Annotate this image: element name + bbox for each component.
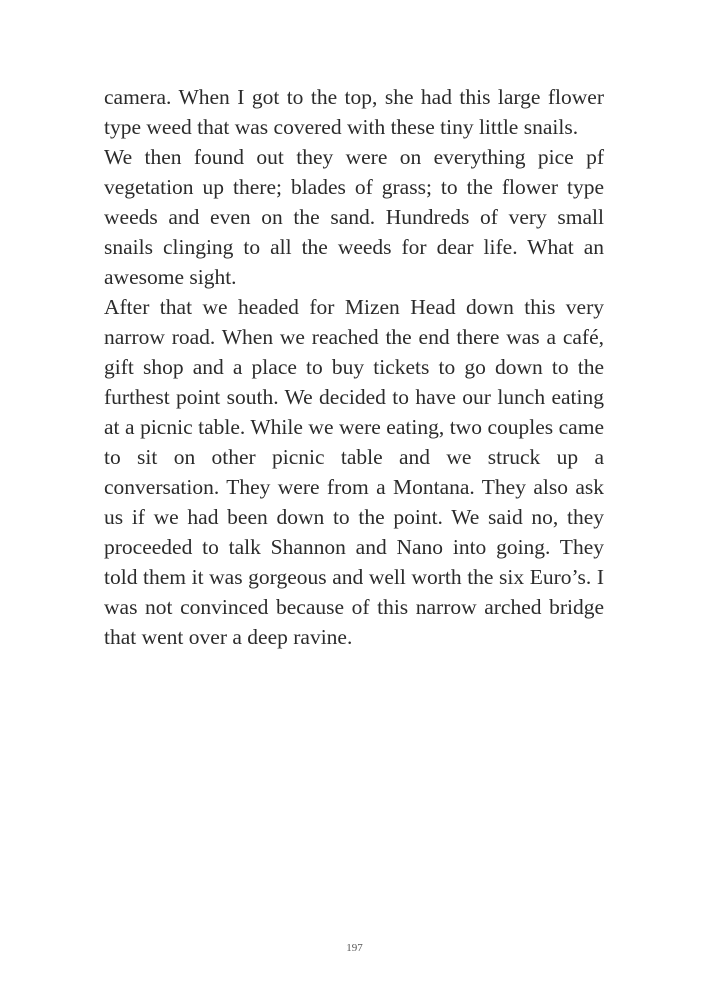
page-number: 197 <box>346 942 363 954</box>
paragraph-1: camera. When I got to the top, she had this large flower type weed that was covered with these tiny little snails. <box>104 85 604 139</box>
paragraph-2: We then found out they were on everything pice pf vegetation up there; blades of grass; to the flower type weeds and even on the sand. Hundreds of very small snails clinging to all the weeds for dear life. What an awesome sight. <box>104 145 604 289</box>
paragraph-3: After that we headed for Mizen Head down this very narrow road. When we reached the end there was a café, gift shop and a place to buy tickets to go down to the furthest point south. We decided to have our lunch eating at a picnic table. While we were eating, two couples came to sit on other picnic table and we struck up a conversation. They were from a Montana. They also ask us if we had been down to the point. We said no, they proceeded to talk Shannon and Nano into going. They told them it was gorgeous and well worth the six Euro’s. I was not convinced because of this narrow arched bridge that went over a deep ravine. <box>104 295 604 649</box>
body-text <box>104 82 604 652</box>
